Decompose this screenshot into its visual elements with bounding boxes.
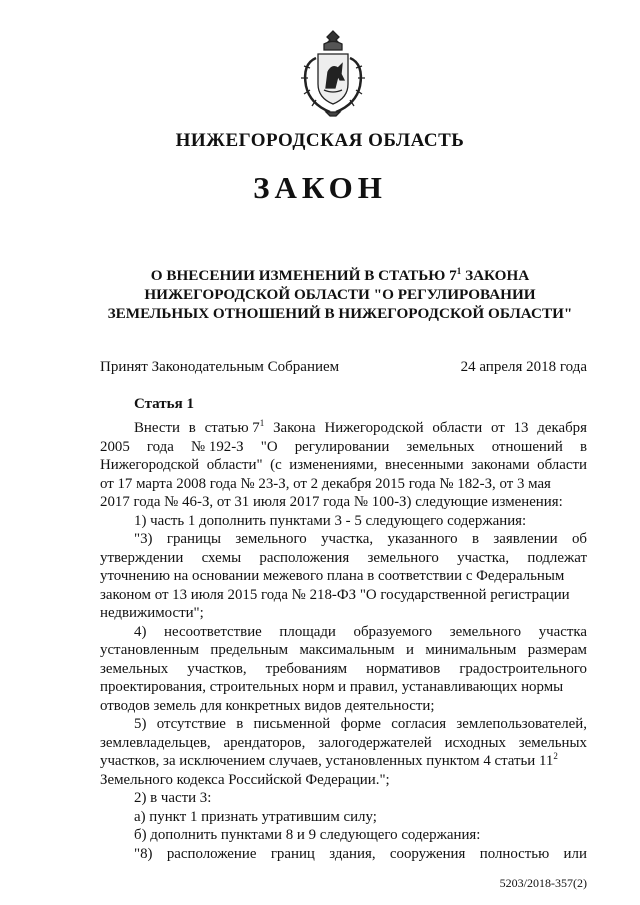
body-line: участков, за исключением случаев, установленных пунктом 4 статьи $11^2$ [100, 751, 558, 769]
document-number: 5203/2018-357(2) [499, 876, 587, 890]
body-line: 2005 года № 192-З "О регулировании земельных отношений в [100, 438, 587, 455]
region-name: НИЖЕГОРОДСКАЯ ОБЛАСТЬ [175, 130, 465, 151]
adoption-date: 24 апреля 2018 года [460, 359, 587, 375]
body-line: от 17 марта 2008 года № 23-З, от 2 декабря 2015 года № 182-З, от 3 мая [100, 475, 551, 492]
body-line: 4) несоответствие площади образуемого земельного участка [134, 623, 587, 640]
body-line: б) дополнить пунктами 8 и 9 следующего содержания: [134, 827, 481, 843]
body-line: проектирования, строительных норм и правил, устанавливающих нормы [100, 679, 564, 695]
title-line: ЗЕМЕЛЬНЫХ ОТНОШЕНИЙ В НИЖЕГОРОДСКОЙ ОБЛАСТИ" [107, 305, 573, 322]
body-line: 2017 года № 46-З, от 31 июля 2017 года № 100-З) следующие изменения: [100, 494, 563, 510]
adopted-by: Принят Законодательным Собранием [100, 359, 340, 375]
title-line: О ВНЕСЕНИИ ИЗМЕНЕНИЙ В СТАТЬЮ $7^1$ ЗАКОНА [150, 265, 530, 284]
law-title [95, 266, 585, 323]
body-line: "3) границы земельного участка, указанного в заявлении об [134, 531, 587, 547]
body-line: 5) отсутствие в письменной форме согласия землепользователей, [134, 716, 587, 732]
body-line: 1) часть 1 дополнить пунктами 3 - 5 следующего содержания: [134, 512, 527, 529]
body-line: утверждении схемы расположения земельного участка, подлежат [100, 549, 587, 566]
body-line: землевладельцев, арендаторов, залогодержателей исходных земельных [100, 734, 587, 751]
body-line: Земельного кодекса Российской Федерации."; [100, 771, 390, 788]
body-line: 2) в части 3: [134, 790, 212, 806]
body-line: отводов земель для конкретных видов деятельности; [100, 697, 435, 714]
document-type: ЗАКОН [253, 170, 387, 205]
body-line: недвижимости"; [100, 605, 204, 621]
title-line: НИЖЕГОРОДСКОЙ ОБЛАСТИ "О РЕГУЛИРОВАНИИ [144, 286, 536, 303]
body-line: а) пункт 1 признать утратившим силу; [134, 808, 377, 825]
body-line: установленным предельным максимальным и минимальным размерам [100, 642, 587, 658]
article-body [100, 419, 587, 863]
body-line: Нижегородской области" (с изменениями, внесенными законами области [100, 457, 587, 473]
body-line: земельных участков, требованиям нормативов градостроительного [100, 660, 587, 677]
body-line: "8) расположение границ здания, сооружения полностью или [134, 845, 587, 862]
coat-of-arms-icon [296, 28, 370, 118]
article-heading: Статья 1 [134, 396, 194, 412]
body-line: уточнению на основании межевого плана в соответствии с Федеральным [100, 568, 565, 584]
body-line: Внести в статью $7^1$ Закона Нижегородской области от 13 декабря [134, 418, 587, 436]
body-line: законом от 13 июля 2015 года № 218-ФЗ "О государственной регистрации [100, 586, 570, 603]
